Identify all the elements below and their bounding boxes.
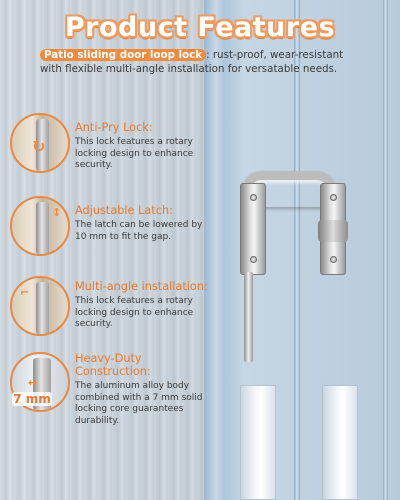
- latch-detail-image: [36, 202, 49, 254]
- feature-description: The aluminum alloy body combined with a 7 mm solid locking core guarantees durability.: [75, 381, 203, 426]
- tagline-text: : rust-proof, wear-resistant with flexible multi-angle installation for versatable needs.: [40, 49, 344, 75]
- bracket-detail-image: [36, 282, 49, 334]
- feature-title: Adjustable Latch:: [75, 204, 173, 217]
- screw-icon: [250, 256, 257, 263]
- lock-plate-left: [240, 183, 266, 275]
- arrow-right-icon: ↔: [28, 376, 38, 389]
- screw-icon: [250, 194, 257, 201]
- feature-multi-angle: [75, 280, 215, 331]
- tagline: [40, 48, 360, 76]
- core-size-label: 7 mm: [13, 392, 51, 406]
- feature-thumbnail-anti-pry: [10, 113, 70, 173]
- feature-heavy-duty: [75, 352, 215, 427]
- rotate-arrow-icon: ↻: [32, 137, 46, 156]
- door-panel-right: [322, 385, 358, 500]
- screw-icon: [330, 194, 337, 201]
- feature-description: The latch can be lowered by 10 mm to fit the gap.: [75, 220, 203, 242]
- feature-thumbnail-multi-angle: [10, 276, 70, 336]
- product-name-highlight: Patio sliding door loop lock: [40, 49, 206, 61]
- feature-title: Heavy-Duty Construction:: [75, 352, 151, 378]
- lock-knob: [318, 220, 348, 242]
- feature-title: Multi-angle installation:: [75, 280, 208, 293]
- angle-icon: ⌐: [20, 286, 30, 299]
- feature-description: This lock features a rotary locking design to enhance security.: [75, 296, 194, 329]
- feature-title: Anti-Pry Lock:: [75, 121, 153, 134]
- lock-pin: [244, 272, 253, 362]
- feature-anti-pry: [75, 121, 215, 172]
- arrow-up-icon: ↕: [52, 206, 62, 219]
- page-title: Product Features: [64, 12, 336, 43]
- feature-description: This lock features a rotary locking design to enhance security.: [75, 137, 194, 170]
- door-panel-left: [240, 385, 276, 500]
- door-edge: [383, 0, 388, 500]
- feature-adjustable-latch: [75, 204, 215, 243]
- screw-icon: [330, 256, 337, 263]
- feature-thumbnail-adjustable: [10, 196, 70, 256]
